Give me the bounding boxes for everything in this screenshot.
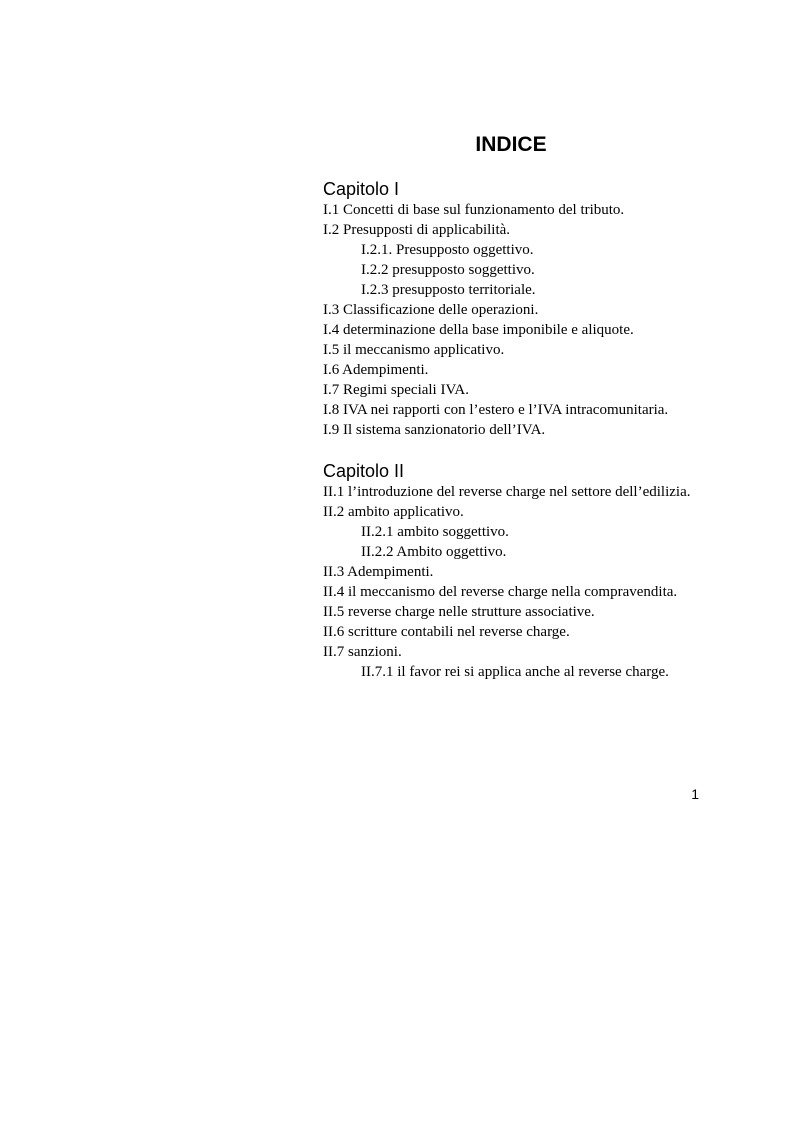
toc-entry: I.5 il meccanismo applicativo.: [323, 342, 505, 358]
toc-entry: II.7 sanzioni.: [323, 644, 402, 660]
toc-entry: I.2 Presupposti di applicabilità.: [323, 222, 511, 238]
toc-entry: I.4 determinazione della base imponibile e aliquote.: [323, 322, 634, 338]
toc-subentry: II.7.1 il favor rei si applica anche al reverse charge.: [361, 664, 669, 680]
chapter-1: [323, 178, 699, 440]
toc-subentry: I.2.1. Presupposto oggettivo.: [361, 242, 534, 258]
chapter-heading: Capitolo I: [323, 179, 400, 199]
toc-entry: II.5 reverse charge nelle strutture associative.: [323, 604, 595, 620]
toc-entry: I.3 Classificazione delle operazioni.: [323, 302, 539, 318]
toc-entry: II.2 ambito applicativo.: [323, 504, 464, 520]
toc-entry: II.6 scritture contabili nel reverse charge.: [323, 624, 570, 640]
chapter-2: [323, 460, 699, 682]
table-of-contents: [323, 178, 699, 682]
chapter-heading: Capitolo II: [323, 461, 405, 481]
page-title: INDICE: [475, 133, 547, 156]
toc-entry: I.9 Il sistema sanzionatorio dell’IVA.: [323, 422, 546, 438]
toc-entry: II.4 il meccanismo del reverse charge nella compravendita.: [323, 584, 678, 600]
page-number: 1: [691, 786, 699, 802]
toc-subentry: I.2.3 presupposto territoriale.: [361, 282, 536, 298]
toc-entry: II.3 Adempimenti.: [323, 564, 434, 580]
toc-subentry: I.2.2 presupposto soggettivo.: [361, 262, 535, 278]
toc-entry: I.1 Concetti di base sul funzionamento del tributo.: [323, 202, 625, 218]
toc-entry: I.6 Adempimenti.: [323, 362, 429, 378]
toc-subentry: II.2.2 Ambito oggettivo.: [361, 544, 507, 560]
toc-entry: I.7 Regimi speciali IVA.: [323, 382, 469, 398]
toc-entry: II.1 l’introduzione del reverse charge nel settore dell’edilizia.: [323, 484, 691, 500]
toc-subentry: II.2.1 ambito soggettivo.: [361, 524, 509, 540]
toc-entry: I.8 IVA nei rapporti con l’estero e l’IVA intracomunitaria.: [323, 402, 669, 418]
